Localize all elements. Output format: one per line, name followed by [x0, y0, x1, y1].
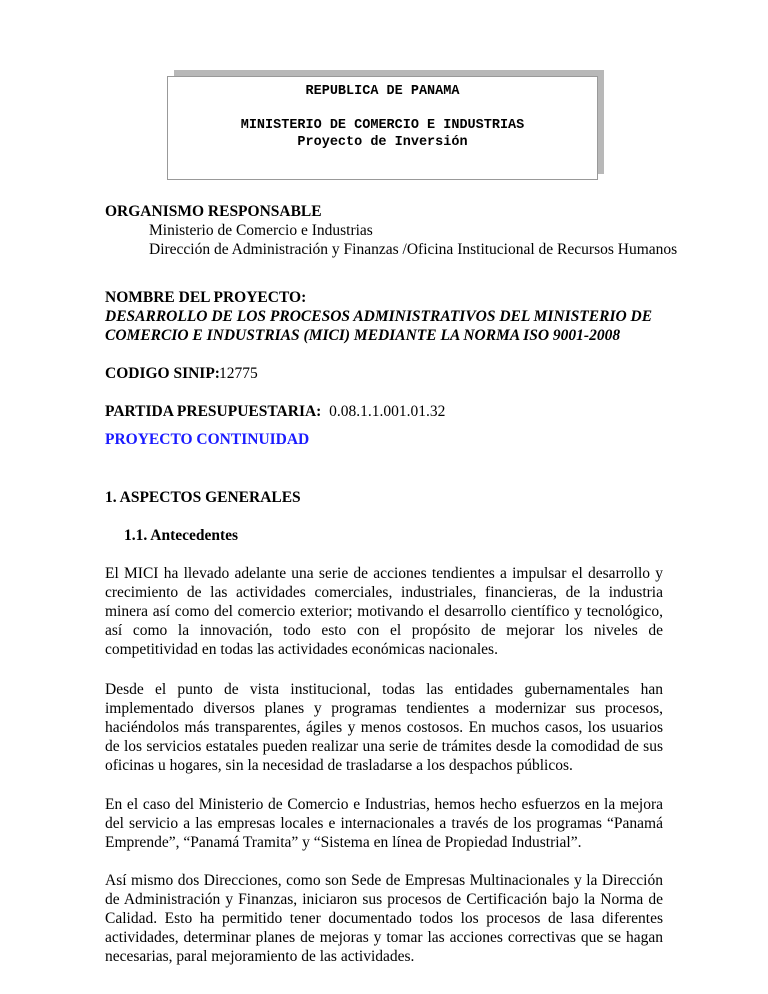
codigo-value: 12775 [219, 365, 258, 382]
paragraph: Así mismo dos Direcciones, como son Sede de Empresas Multinacionales y la Dirección de Administración y Finanzas, iniciaron sus procesos de Certificación bajo la Norma de Calidad. Esto ha permitido tener documentado todos los procesos de lasa diferentes actividades, determinar planes de mejoras y tomar las acciones correctivas que se hagan necesarias, paral mejoramiento de las actividades. [105, 872, 663, 965]
header-ministry: MINISTERIO DE COMERCIO E INDUSTRIAS [240, 118, 525, 133]
proyecto-name-line1: DESARROLLO DE LOS PROCESOS ADMINISTRATIVOS DEL MINISTERIO DE [105, 308, 653, 325]
organismo-line1: Ministerio de Comercio e Industrias [149, 222, 373, 239]
header-doc-type: Proyecto de Inversión [297, 135, 468, 150]
paragraph: En el caso del Ministerio de Comercio e Industrias, hemos hecho esfuerzos en la mejora del servicio a las empresas locales e internacionales a través de los programas “Panamá Emprende”, “Panamá Tramita” y “Sistema en línea de Propiedad Industrial”. [105, 796, 663, 851]
proyecto-label: NOMBRE DEL PROYECTO: [105, 289, 307, 306]
codigo-label: CODIGO SINIP: [105, 365, 220, 382]
proyecto-continuidad: PROYECTO CONTINUIDAD [105, 431, 310, 448]
partida-value: 0.08.1.1.001.01.32 [329, 403, 446, 420]
subsection-title: 1.1. Antecedentes [124, 527, 239, 544]
paragraph: Desde el punto de vista institucional, todas las entidades gubernamentales han implementado diversos planes y programas tendientes a modernizar sus procesos, haciéndolos más transparentes, ágiles y menos costosos. En muchos casos, los usuarios de los servicios estatales pueden realizar una serie de trámites desde la comodidad de sus oficinas u hogares, sin la necesidad de trasladarse a los despachos públicos. [105, 681, 663, 774]
organismo-label: ORGANISMO RESPONSABLE [105, 203, 322, 220]
paragraph: El MICI ha llevado adelante una serie de acciones tendientes a impulsar el desarrollo y crecimiento de las actividades comerciales, industriales, financieras, de la industria minera así como del comercio exterior; motivando el desarrollo científico y tecnológico, así como la innovación, todo esto con el propósito de mejorar los niveles de competitividad en todas las actividades económicas nacionales. [105, 565, 663, 658]
header-box [167, 76, 598, 180]
partida-row [105, 402, 445, 421]
organismo-line2: Dirección de Administración y Finanzas /Oficina Institucional de Recursos Humanos [149, 241, 678, 258]
section-title: 1. ASPECTOS GENERALES [105, 489, 301, 506]
header-country: REPUBLICA DE PANAMA [305, 84, 460, 99]
partida-label: PARTIDA PRESUPUESTARIA: [105, 403, 322, 420]
proyecto-name-line2: COMERCIO E INDUSTRIAS (MICI) MEDIANTE LA NORMA ISO 9001-2008 [105, 327, 621, 344]
